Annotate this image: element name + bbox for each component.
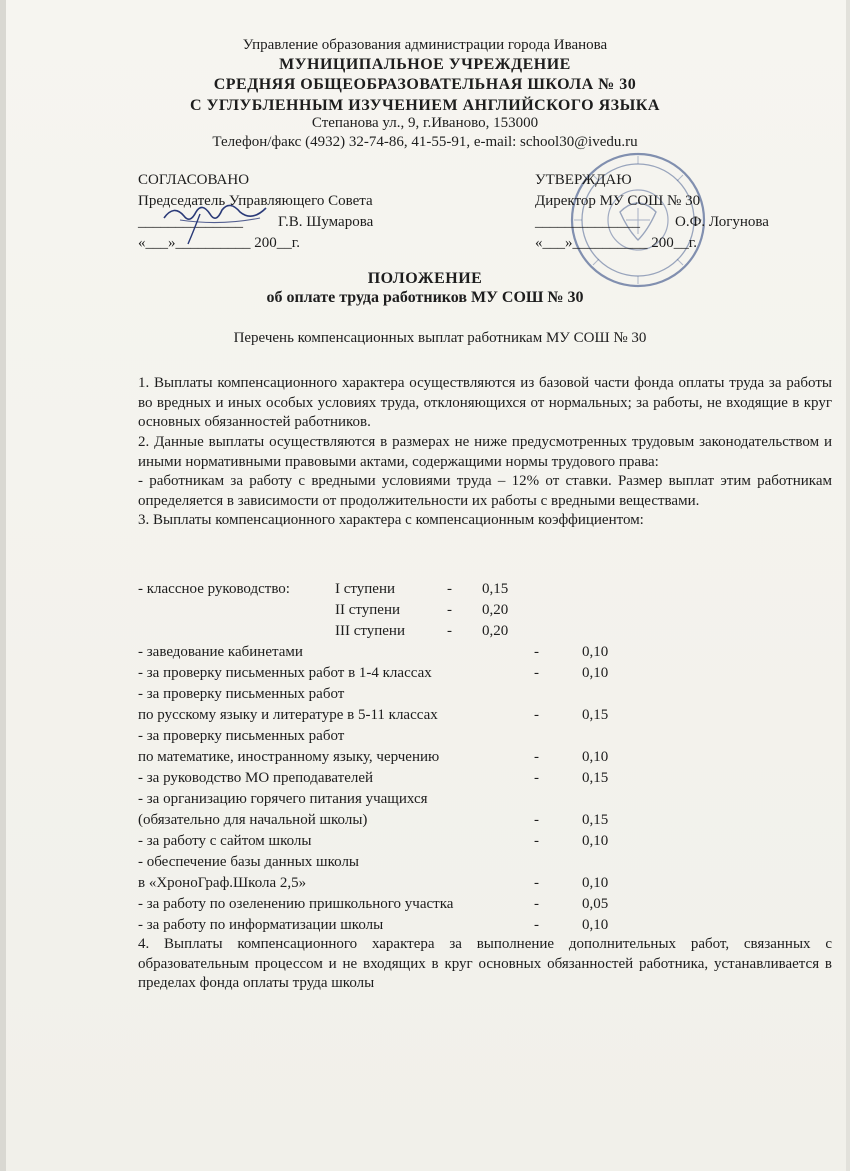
paragraph-3-text: 3. Выплаты компенсационного характера с компенсационным коэффициентом: (138, 512, 644, 528)
paragraph-1: 1. Выплаты компенсационного характера осуществляются из базовой части фонда оплаты труда за работы во вредных и иных особых условиях труда, отклоняющихся от нормальных; за работы, не входящие в круг основных обязанностей работников. (138, 375, 832, 430)
coefficient-dash: - (534, 707, 539, 723)
coefficient-dash: - (534, 749, 539, 765)
header-contacts: Телефон/факс (4932) 32-74-86, 41-55-91, e-mail: school30@ivedu.ru (212, 134, 638, 150)
header-school-profile: С УГЛУБЛЕННЫМ ИЗУЧЕНИЕМ АНГЛИЙСКОГО ЯЗЫКА (190, 97, 660, 114)
coefficient-label: - за руководство МО преподавателей (138, 770, 374, 786)
header-department: Управление образования администрации города Иванова (242, 37, 608, 53)
paragraph-4: 4. Выплаты компенсационного характера за выполнение дополнительных работ, связанных с образовательным процессом и не входящих в круг основных обязанностей работника, устанавливается в пределах фонда оплаты труда школы (138, 936, 832, 991)
coefficient-value: 0,10 (582, 749, 609, 765)
approval-right-name: О.Ф. Логунова (675, 214, 769, 230)
coefficient-value: 0,10 (582, 917, 609, 933)
coefficient-label: - за работу по озеленению пришкольного участка (138, 896, 454, 912)
coefficient-value: 0,10 (582, 644, 609, 660)
coefficient-value: 0,10 (582, 875, 609, 891)
approval-right-signature-line: ______________ О.Ф. Логунова (535, 212, 815, 233)
approval-left-heading: СОГЛАСОВАНО (138, 172, 250, 188)
step-dash: - (447, 623, 452, 639)
approval-left-name: Г.В. Шумарова (278, 214, 374, 230)
document-title: ПОЛОЖЕНИЕ (367, 270, 483, 287)
coefficient-label: - за работу по информатизации школы (138, 917, 384, 933)
approval-left-date: «___»__________ 200__г. (138, 235, 300, 251)
step-dash: - (447, 602, 452, 618)
scan-edge-left (0, 0, 6, 1171)
header-address: Степанова ул., 9, г.Иваново, 153000 (311, 115, 539, 131)
coefficient-label: в «ХроноГраф.Школа 2,5» (138, 875, 307, 891)
class-guidance-label: - классное руководство: (138, 581, 290, 597)
paragraph-2-text: 2. Данные выплаты осуществляются в размерах не ниже предусмотренных трудовым законодательством и иными нормативными правовыми актами, содержащими нормы трудового права: (138, 434, 832, 470)
coefficient-label-prefix: - обеспечение базы данных школы (138, 854, 360, 870)
coefficient-label-prefix: - за проверку письменных работ (138, 728, 345, 744)
list-title: Перечень компенсационных выплат работникам МУ СОШ № 30 (233, 330, 647, 346)
coefficient-value: 0,10 (582, 833, 609, 849)
coefficient-label-prefix: - за проверку письменных работ (138, 686, 345, 702)
step-dash: - (447, 581, 452, 597)
coefficient-label: (обязательно для начальной школы) (138, 812, 368, 828)
coefficient-dash: - (534, 665, 539, 681)
coefficient-dash: - (534, 770, 539, 786)
coefficient-value: 0,15 (582, 812, 609, 828)
coefficient-dash: - (534, 875, 539, 891)
coefficient-dash: - (534, 896, 539, 912)
approval-right-date: «___»__________ 200__г. (535, 235, 697, 251)
coefficient-label: - заведование кабинетами (138, 644, 303, 660)
coefficient-dash: - (534, 833, 539, 849)
coefficient-value: 0,10 (582, 665, 609, 681)
step-label: III ступени (335, 623, 405, 639)
scan-edge-right (846, 0, 850, 1171)
coefficient-label: - за проверку письменных работ в 1-4 классах (138, 665, 432, 681)
step-label: I ступени (335, 581, 395, 597)
document-subtitle: об оплате труда работников МУ СОШ № 30 (266, 289, 584, 306)
approval-left-signature-line: ______________ Г.В. Шумарова (138, 212, 438, 233)
step-value: 0,15 (482, 581, 509, 597)
coefficient-label: - за работу с сайтом школы (138, 833, 312, 849)
coefficient-label: по русскому языку и литературе в 5-11 классах (138, 707, 438, 723)
coefficient-dash: - (534, 812, 539, 828)
coefficient-value: 0,05 (582, 896, 609, 912)
step-value: 0,20 (482, 623, 509, 639)
paragraph-2-item: - работникам за работу с вредными условиями труда – 12% от ставки. Размер выплат этим работникам определяется в зависимости от продолжительности их работы с вредными веществами. (138, 473, 832, 509)
coefficient-label-prefix: - за организацию горячего питания учащихся (138, 791, 428, 807)
coefficient-value: 0,15 (582, 707, 609, 723)
header-institution-type: МУНИЦИПАЛЬНОЕ УЧРЕЖДЕНИЕ (279, 56, 571, 73)
paragraph-2 (138, 433, 832, 531)
coefficient-label: по математике, иностранному языку, черчению (138, 749, 440, 765)
header-school-name: СРЕДНЯЯ ОБЩЕОБРАЗОВАТЕЛЬНАЯ ШКОЛА № 30 (213, 76, 637, 93)
step-label: II ступени (335, 602, 400, 618)
approval-right-position: Директор МУ СОШ № 30 (535, 193, 701, 209)
handwritten-signature-icon (160, 196, 270, 246)
coefficient-dash: - (534, 917, 539, 933)
coefficient-value: 0,15 (582, 770, 609, 786)
approval-right-heading: УТВЕРЖДАЮ (535, 172, 632, 188)
approval-left-position: Председатель Управляющего Совета (138, 193, 373, 209)
step-value: 0,20 (482, 602, 509, 618)
approval-right-block (535, 170, 815, 254)
coefficient-dash: - (534, 644, 539, 660)
